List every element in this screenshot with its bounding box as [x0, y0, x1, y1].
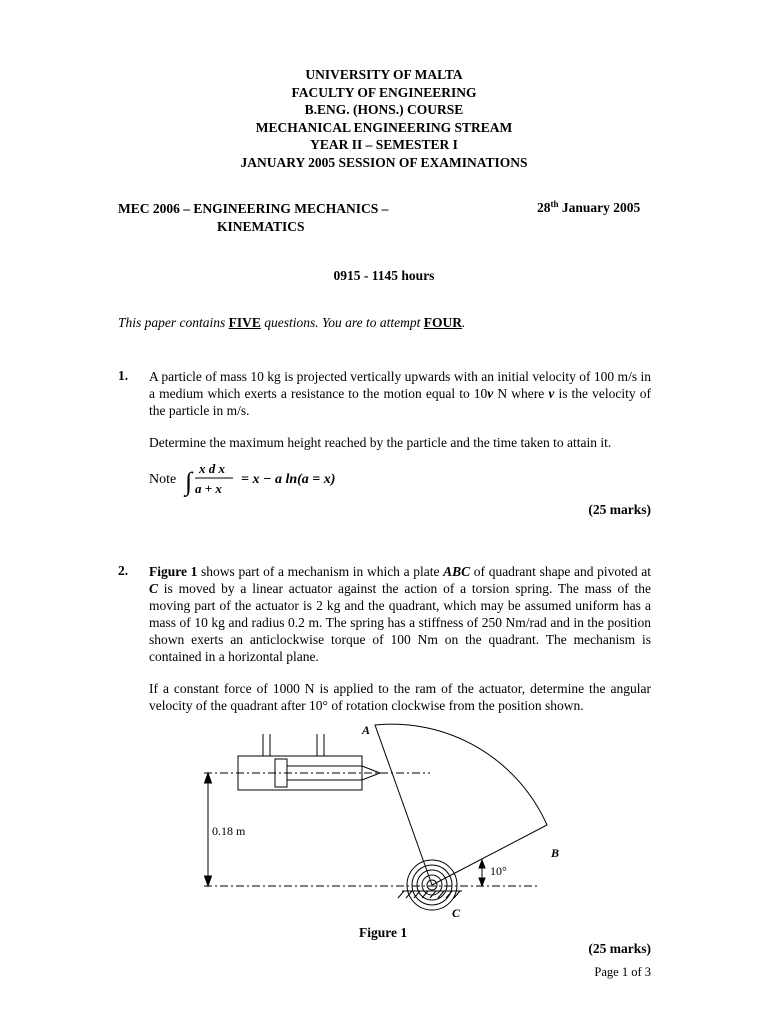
figure-caption: Figure 1: [359, 925, 408, 940]
text: is moved by a linear actuator against the action of a torsion spring. The mass of the moving part of the actuator is 2 kg and the quadrant, which may be assumed uniform has a mass of 10 kg and radius 0.2 m. The spring has a stiffness of 250 Nm/rad and in the position shown exerts an anticlockwise torque of 100 Nm on the quadrant. The mechanism is contained in a horizontal plane.: [149, 581, 651, 664]
question-number: 1.: [118, 368, 129, 383]
instructions: [118, 315, 465, 331]
dimension-arrow-up: [205, 773, 212, 783]
text: of quadrant shape and pivoted at: [470, 564, 651, 579]
question-number: 2.: [118, 563, 129, 578]
dimension-label: 0.18 m: [212, 824, 246, 838]
header-line: JANUARY 2005 SESSION OF EXAMINATIONS: [240, 154, 528, 170]
header-line: FACULTY OF ENGINEERING: [291, 84, 477, 100]
exam-date: [537, 200, 640, 216]
header-line: B.ENG. (HONS.) COURSE: [304, 102, 464, 118]
var-abc: ABC: [443, 564, 471, 579]
question-2-marks: (25 marks): [588, 941, 651, 956]
question-2-para-2: If a constant force of 1000 N is applied to the ram of the actuator, determine the angular velocity of the quadrant after 10° of rotation clockwise from the position shown.: [149, 681, 651, 713]
header-line: UNIVERSITY OF MALTA: [305, 67, 463, 82]
question-1-marks: (25 marks): [588, 502, 651, 517]
note-label: Note: [149, 472, 177, 487]
integral-note: [149, 460, 409, 500]
text: is the velocity of the particle in m/s.: [149, 386, 651, 418]
angle-arrow: [479, 860, 485, 868]
quadrant-plate: [375, 724, 547, 885]
note-denominator: a + x: [195, 481, 222, 496]
text: N where: [493, 386, 549, 401]
course-line-2: KINEMATICS: [217, 218, 305, 234]
angle-label: 10°: [490, 864, 507, 878]
note-numerator: x d x: [199, 461, 225, 476]
intro-text: This paper contains: [118, 315, 229, 330]
text: shows part of a mechanism in which a plate: [197, 564, 444, 579]
date-suffix: th: [550, 199, 559, 209]
date-day: 28: [537, 200, 551, 215]
question-1-para-2: Determine the maximum height reached by the particle and the time taken to attain it.: [149, 435, 612, 450]
intro-text: .: [462, 315, 466, 330]
dimension-arrow-down: [205, 876, 212, 886]
course-title: [118, 200, 388, 235]
question-1-para-1: [149, 368, 651, 419]
date-month-year: January 2005: [558, 200, 641, 215]
var-v: v: [487, 386, 494, 401]
question-1-text: [149, 368, 651, 466]
question-2-para-1: [149, 563, 651, 665]
angle-arrow: [479, 878, 485, 886]
intro-four: FOUR: [423, 315, 463, 330]
header-line: YEAR II – SEMESTER I: [310, 137, 458, 153]
page-number: Page 1 of 3: [594, 965, 651, 979]
var-v: v: [548, 386, 555, 401]
text: A particle of mass 10 kg is projected vertically upwards with an initial velocity of 100 m/s in a medium which exerts a resistance to the motion equal to 10: [149, 369, 651, 401]
figure-ref: Figure 1: [149, 564, 198, 579]
label-b: B: [550, 846, 559, 860]
integral-sign-icon: ∫: [185, 467, 193, 496]
question-2-text: [149, 563, 651, 729]
figure-1-diagram: [190, 720, 560, 925]
course-line-1: MEC 2006 – ENGINEERING MECHANICS –: [118, 201, 389, 216]
header-line: MECHANICAL ENGINEERING STREAM: [255, 119, 513, 135]
intro-five: FIVE: [228, 315, 261, 330]
label-a: A: [362, 723, 371, 737]
intro-text: questions. You are to attempt: [260, 315, 424, 330]
label-c: C: [452, 906, 461, 920]
note-rhs: = x − a ln(a = x): [241, 472, 336, 487]
exam-header: [0, 66, 768, 172]
exam-hours: 0915 - 1145 hours: [333, 268, 435, 283]
var-c: C: [149, 581, 159, 596]
